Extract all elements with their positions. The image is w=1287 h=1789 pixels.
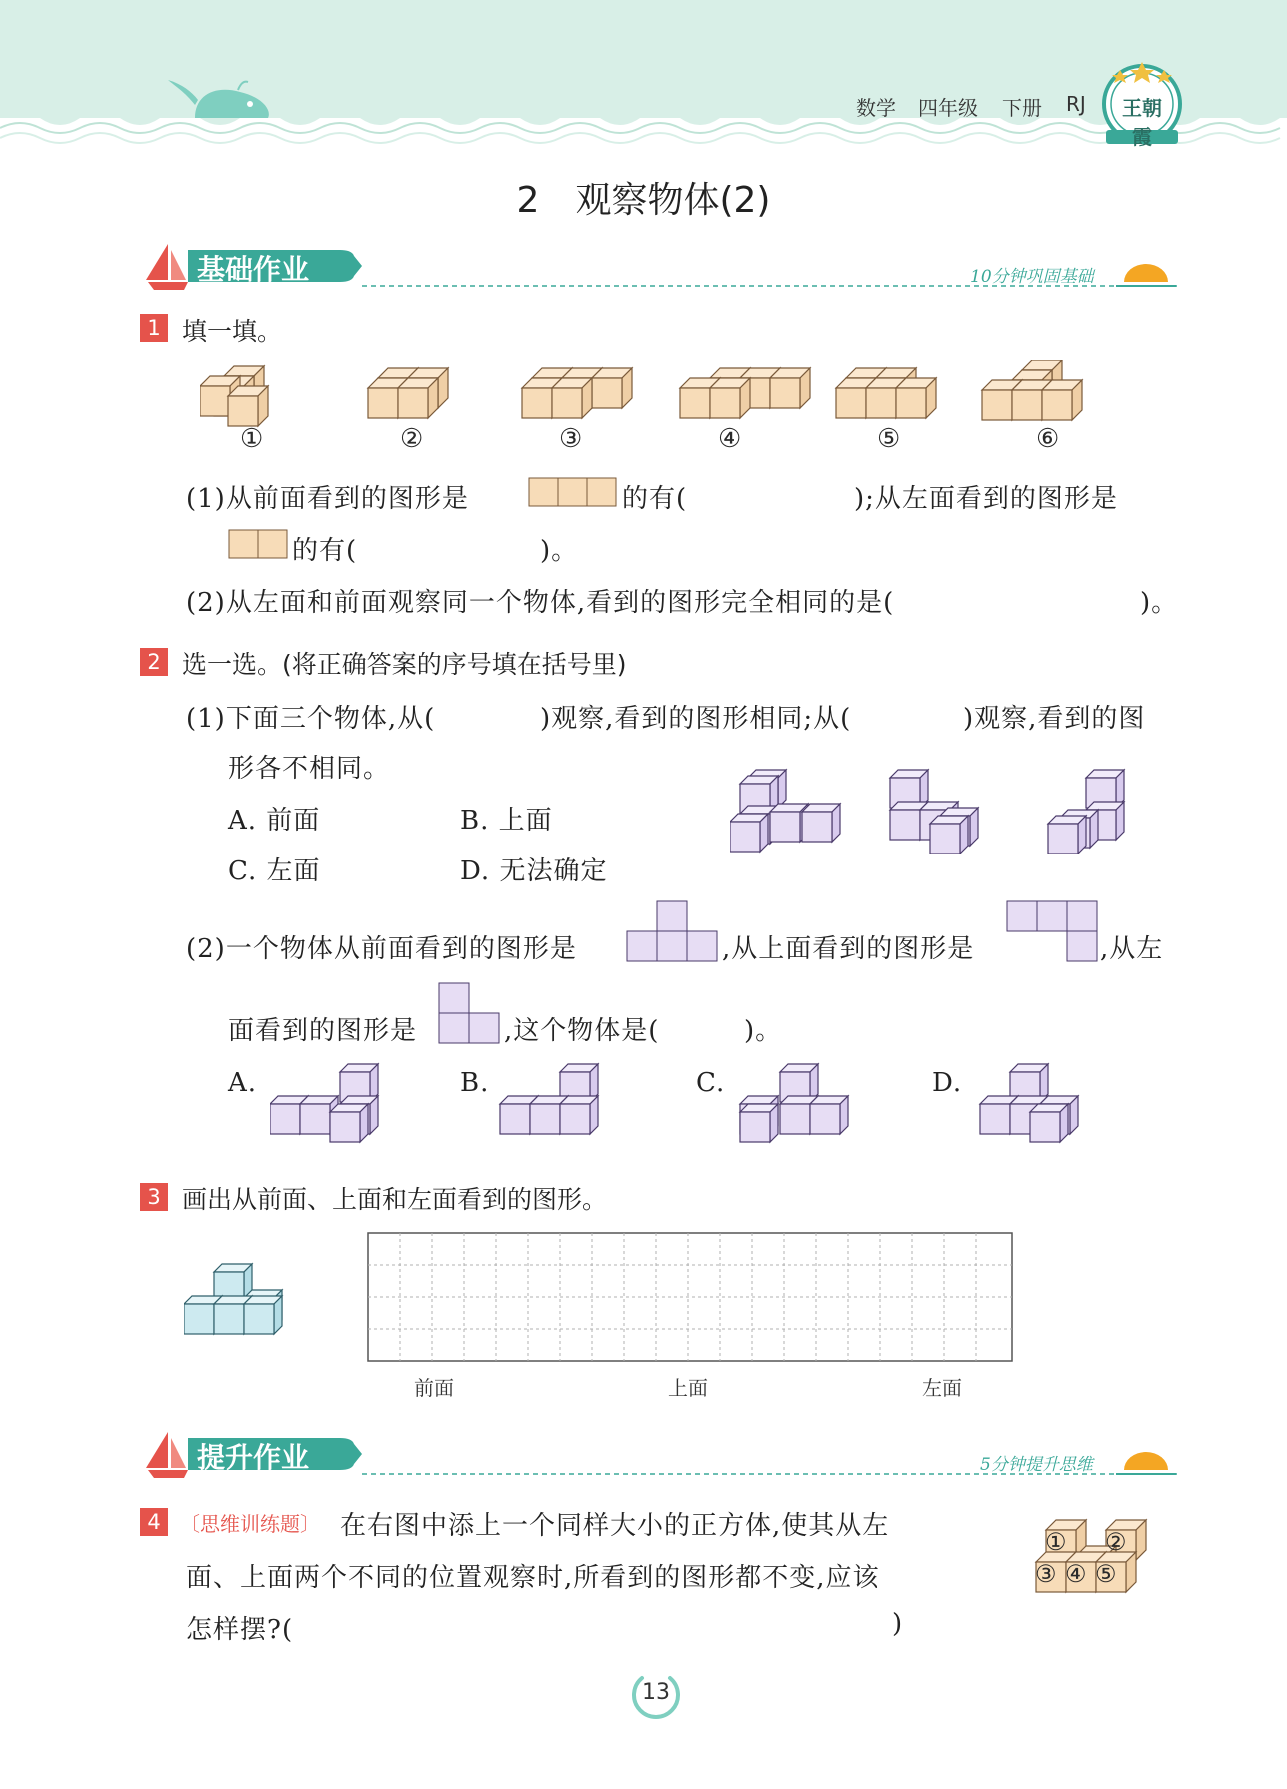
q2-object-3 <box>1048 770 1124 854</box>
q2-choice-object-c <box>740 1064 848 1142</box>
q3-drawing-grid[interactable] <box>367 1232 1014 1364</box>
q2-part1-text-c: )观察,看到的图 <box>963 704 1146 734</box>
q2-choice-label-c: C. <box>696 1068 726 1098</box>
q1-figure-label-2: ② <box>400 424 424 454</box>
q1-two-square-shape <box>228 529 290 561</box>
section-subtitle-basic: 10分钟巩固基础 <box>970 267 1094 287</box>
header-grade: 四年级 <box>918 96 978 120</box>
q2-option-b: B. 上面 <box>460 806 553 836</box>
sunset-icon <box>1116 264 1176 286</box>
question-number-1: 1 <box>140 314 168 342</box>
q4-line-2: 面、上面两个不同的位置观察时,所看到的图形都不变,应该 <box>186 1563 880 1593</box>
q2-part2-text-c: ,从左 <box>1100 934 1164 964</box>
section-subtitle-advanced: 5分钟提升思维 <box>980 1455 1093 1475</box>
q1-figure-3 <box>522 368 632 418</box>
section-label-basic: 基础作业 <box>197 253 310 286</box>
sunset-icon <box>1116 1452 1176 1474</box>
q1-answer-blank-2[interactable] <box>365 558 535 560</box>
q2-part2-text-b: ,从上面看到的图形是 <box>722 934 975 964</box>
question-number-2: 2 <box>140 648 168 676</box>
question-number-3: 3 <box>140 1183 168 1211</box>
q2-option-c: C. 左面 <box>228 856 321 886</box>
q2-part2-text-a: (2)一个物体从前面看到的图形是 <box>186 934 577 964</box>
q2-part2-text-e: ,这个物体是( <box>504 1016 660 1046</box>
q2-choice-label-b: B. <box>460 1068 490 1098</box>
header-background <box>0 0 1287 150</box>
q4-cube-label-2: ② <box>1105 1528 1127 1556</box>
q4-line-3a: 怎样摆?( <box>186 1615 294 1645</box>
header-volume: 下册 <box>1002 96 1042 120</box>
q1-part1-text-a: (1)从前面看到的图形是 <box>186 484 469 514</box>
q2-front-view-shape <box>626 900 720 964</box>
q2-choice-label-a: A. <box>228 1068 258 1098</box>
q4-line-3b: ) <box>892 1609 904 1639</box>
q1-part2-text-a: (2)从左面和前面观察同一个物体,看到的图形完全相同的是( <box>186 588 895 618</box>
q4-cube-label-5: ⑤ <box>1095 1560 1117 1588</box>
q4-cube-label-3: ③ <box>1035 1560 1057 1588</box>
q2-answer-blank[interactable] <box>680 1038 750 1040</box>
q2-part2-text-d: 面看到的图形是 <box>228 1016 418 1046</box>
q4-line-1: 在右图中添上一个同样大小的正方体,使其从左 <box>340 1511 890 1541</box>
q1-answer-blank-1[interactable] <box>710 506 848 508</box>
q1-part1-text-c: );从左面看到的图形是 <box>854 484 1118 514</box>
page-title: 2 观察物体(2) <box>516 180 771 221</box>
q3-object <box>184 1262 294 1342</box>
question-number-4: 4 <box>140 1508 168 1536</box>
q1-three-square-shape <box>528 477 618 509</box>
q2-option-d: D. 无法确定 <box>460 856 608 886</box>
q3-grid-label-front: 前面 <box>414 1376 454 1400</box>
q2-top-view-shape <box>1006 900 1100 964</box>
question-title-3: 画出从前面、上面和左面看到的图形。 <box>182 1185 608 1214</box>
question-title-2: 选一选。(将正确答案的序号填在括号里) <box>182 650 627 679</box>
header-edition: RJ <box>1066 92 1086 116</box>
q4-cube-label-1: ① <box>1045 1528 1067 1556</box>
q1-figure-label-1: ① <box>240 424 264 454</box>
q1-answer-blank-3[interactable] <box>985 610 1135 612</box>
q1-figures <box>200 360 1120 460</box>
q1-figure-label-3: ③ <box>559 424 583 454</box>
page-number: 13 <box>642 1680 670 1705</box>
q1-part1-text-b: 的有( <box>622 484 688 514</box>
q2-choice-object-b <box>500 1064 598 1134</box>
q1-figure-label-6: ⑥ <box>1036 424 1060 454</box>
q1-figure-5 <box>836 368 936 418</box>
q2-choice-object-a <box>270 1064 378 1142</box>
q2-choice-object-d <box>980 1064 1078 1142</box>
q2-part1-text-d: 形各不相同。 <box>228 754 391 784</box>
q2-part2-choices <box>270 1060 1090 1160</box>
q4-tag: 〔思维训练题〕 <box>180 1512 320 1536</box>
q1-figure-4 <box>680 368 810 418</box>
q1-figure-6 <box>982 360 1082 420</box>
q4-cube-label-4: ④ <box>1065 1560 1087 1588</box>
q1-part1-text-e: )。 <box>540 536 579 566</box>
q1-figure-label-4: ④ <box>718 424 742 454</box>
q4-answer-blank[interactable] <box>300 1637 890 1639</box>
q2-part1-text-b: )观察,看到的图形相同;从( <box>540 704 852 734</box>
question-title-1: 填一填。 <box>182 317 283 346</box>
section-label-advanced: 提升作业 <box>197 1441 310 1474</box>
q3-grid-label-left: 左面 <box>922 1376 962 1400</box>
q2-part2-text-f: )。 <box>744 1016 783 1046</box>
q1-figure-label-5: ⑤ <box>877 424 901 454</box>
q1-part2-text-b: )。 <box>1140 588 1179 618</box>
q2-part1-objects <box>730 764 1130 854</box>
q2-part1-text-a: (1)下面三个物体,从( <box>186 704 436 734</box>
q2-object-2 <box>890 770 978 854</box>
q2-object-1 <box>730 770 840 852</box>
q3-grid-label-top: 上面 <box>668 1376 708 1400</box>
brand-name: 王朝霞 <box>1122 96 1162 149</box>
q2-left-view-shape <box>438 982 502 1046</box>
q1-figure-1 <box>200 366 268 426</box>
q1-part1-text-d: 的有( <box>292 536 358 566</box>
q2-choice-label-d: D. <box>932 1068 963 1098</box>
q2-option-a: A. 前面 <box>228 806 321 836</box>
q1-figure-2 <box>368 368 448 418</box>
header-subject: 数学 <box>856 96 896 120</box>
